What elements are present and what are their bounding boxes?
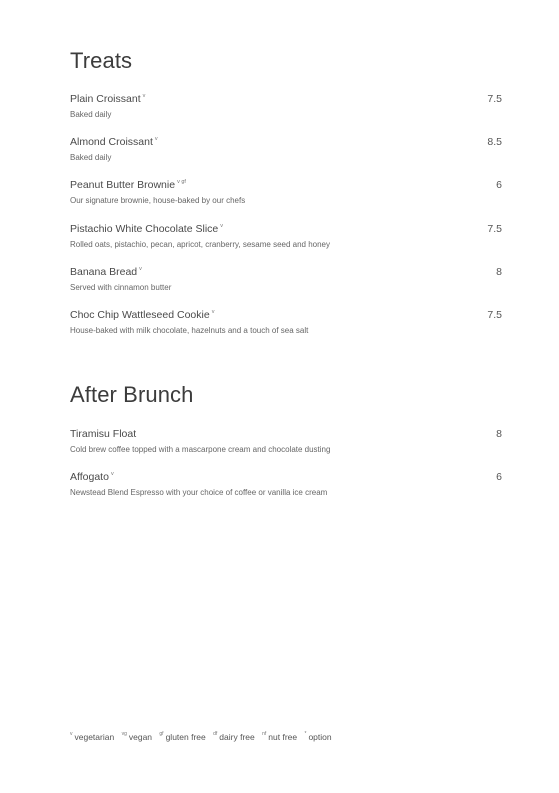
item-description: Newstead Blend Espresso with your choice of coffee or vanilla ice cream (70, 488, 328, 497)
dietary-tags: v (211, 308, 215, 315)
dietary-tags: v (139, 265, 142, 272)
item-name: Almond Croissant (70, 136, 153, 148)
legend-nut-free: $^{nf}$ nut free (262, 731, 298, 742)
item-price: 8 (496, 428, 502, 440)
item-name: Choc Chip Wattleseed Cookie (70, 309, 210, 321)
item-description: Baked daily (70, 110, 112, 119)
item-price: 8 (496, 266, 502, 278)
menu-item-almond-croissant (70, 136, 502, 162)
item-name: Affogato (70, 471, 109, 483)
item-description: Served with cinnamon butter (70, 283, 172, 292)
item-name: Banana Bread (70, 266, 138, 278)
item-price: 7.5 (487, 93, 502, 105)
dietary-tags: v (142, 92, 146, 99)
item-description: Rolled oats, pistachio, pecan, apricot, cranberry, sesame seed and honey (70, 240, 330, 249)
dietary-legend (70, 732, 337, 742)
menu-item-choc-chip-cookie (70, 309, 502, 335)
item-description: Our signature brownie, house-baked by our chefs (70, 196, 246, 205)
menu-item-plain-croissant (70, 93, 502, 119)
dietary-tags: v (154, 135, 158, 142)
item-description: Baked daily (70, 153, 112, 162)
legend-vegetarian: $^v$ vegetarian (70, 731, 115, 742)
item-price: 8.5 (487, 136, 502, 148)
dietary-tags: v gf (177, 178, 186, 185)
menu-item-affogato (70, 471, 502, 497)
legend-option: * option (304, 731, 332, 742)
item-price: 6 (496, 471, 502, 483)
menu-item-pistachio-slice (70, 223, 502, 249)
item-name: Tiramisu Float (70, 428, 137, 440)
item-description: House-baked with milk chocolate, hazelnuts and a touch of sea salt (70, 326, 309, 335)
menu-item-banana-bread (70, 266, 502, 292)
dietary-tags: v (110, 470, 114, 477)
legend-gluten-free: $^{gf}$ gluten free (159, 731, 206, 742)
menu-item-tiramisu-float (70, 428, 502, 454)
section-title-after-brunch: After Brunch (70, 382, 194, 407)
item-name: Plain Croissant (70, 93, 141, 105)
item-name: Pistachio White Chocolate Slice (70, 223, 219, 235)
item-price: 7.5 (487, 223, 502, 235)
legend-dairy-free: $^{df}$ dairy free (213, 731, 255, 742)
section-title-treats: Treats (70, 48, 133, 73)
item-price: 7.5 (487, 309, 502, 321)
legend-vegan: $^{vg}$ vegan (121, 731, 153, 742)
item-price: 6 (496, 179, 502, 191)
item-name: Peanut Butter Brownie (70, 179, 176, 191)
item-description: Cold brew coffee topped with a mascarpone cream and chocolate dusting (70, 445, 331, 454)
menu-item-peanut-butter-brownie (70, 179, 502, 205)
dietary-tags: v (220, 222, 223, 229)
